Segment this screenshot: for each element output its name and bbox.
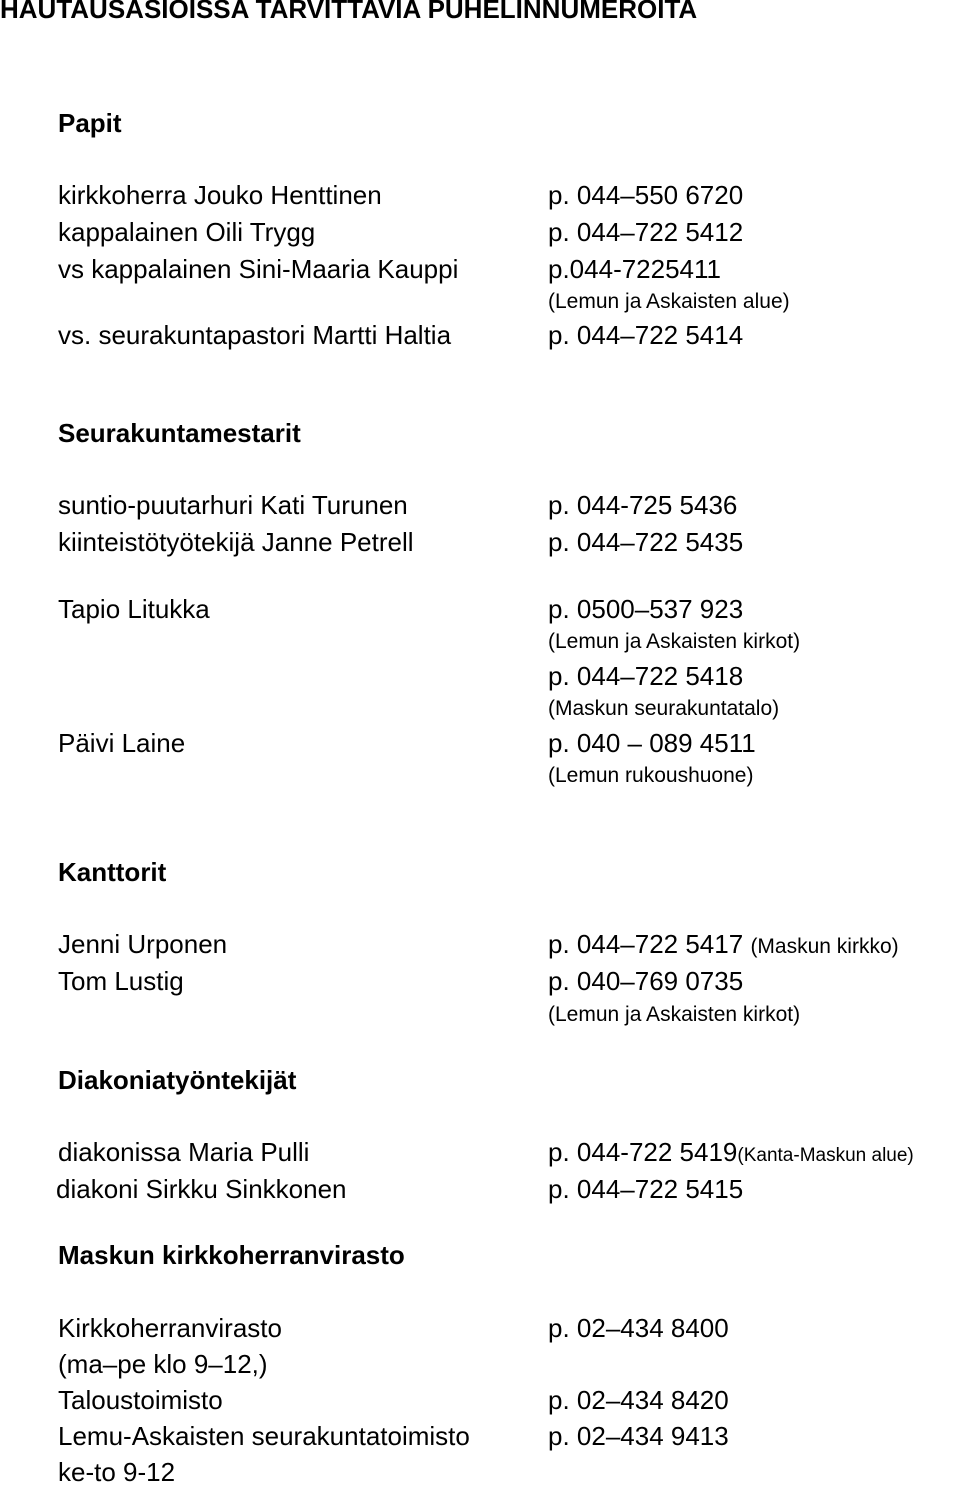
contact-name: Päivi Laine — [58, 728, 186, 758]
contact-phone: p. 040–769 0735 — [548, 966, 744, 996]
contact-name: Jenni Urponen — [58, 929, 228, 959]
office-hours: ke-to 9-12 — [58, 1457, 176, 1487]
contact-phone: p. 044-725 5436 — [548, 490, 738, 520]
phone-number: p. 044-722 5419 — [548, 1137, 738, 1167]
contact-phone: p. 044–722 5435 — [548, 527, 744, 557]
contact-name: kappalainen Oili Trygg — [58, 217, 316, 247]
contact-note: (Maskun kirkko) — [750, 935, 899, 958]
contact-name: vs kappalainen Sini-Maaria Kauppi — [58, 254, 459, 284]
contact-phone: p. 044–722 5418 — [548, 661, 744, 691]
contact-name: vs. seurakuntapastori Martti Haltia — [58, 320, 452, 350]
document-title: HAUTAUSASIOISSA TARVITTAVIA PUHELINNUMEROITA — [0, 0, 698, 24]
contact-phone: p. 044–550 6720 — [548, 180, 744, 210]
contact-name: Taloustoimisto — [58, 1385, 223, 1415]
contact-phone — [548, 929, 899, 960]
contact-phone: p.044-7225411 — [548, 254, 722, 284]
contact-phone: p. 044–722 5415 — [548, 1174, 744, 1204]
contact-name: suntio-puutarhuri Kati Turunen — [58, 490, 408, 520]
contact-phone: p. 02–434 8400 — [548, 1313, 729, 1343]
contact-name: Tapio Litukka — [58, 594, 210, 624]
contact-phone: p. 02–434 8420 — [548, 1385, 729, 1415]
section-heading-kanttorit: Kanttorit — [58, 857, 167, 887]
contact-name: kiinteistötyötekijä Janne Petrell — [58, 527, 414, 557]
contact-name: Kirkkoherranvirasto — [58, 1313, 282, 1343]
contact-name: Lemu-Askaisten seurakuntatoimisto — [58, 1421, 470, 1451]
contact-name: kirkkoherra Jouko Henttinen — [58, 180, 382, 210]
phone-number: p. 044–722 5417 — [548, 929, 744, 959]
contact-note: (Maskun seurakuntatalo) — [548, 697, 780, 720]
contact-phone: p. 044–722 5414 — [548, 320, 744, 350]
contact-note: (Lemun ja Askaisten kirkot) — [548, 630, 801, 653]
contact-note: (Lemun rukoushuone) — [548, 764, 754, 787]
contact-note: (Kanta-Maskun alue) — [737, 1145, 914, 1166]
section-heading-papit: Papit — [58, 108, 122, 138]
office-hours: (ma–pe klo 9–12,) — [58, 1349, 268, 1379]
contact-phone: p. 0500–537 923 — [548, 594, 744, 624]
contact-phone: p. 040 – 089 4511 — [548, 728, 756, 758]
contact-name: Tom Lustig — [58, 966, 184, 996]
contact-phone: p. 02–434 9413 — [548, 1421, 729, 1451]
section-heading-seurakuntamestarit: Seurakuntamestarit — [58, 418, 301, 448]
contact-name: diakonissa Maria Pulli — [58, 1137, 310, 1167]
section-heading-diakonia: Diakoniatyöntekijät — [58, 1065, 297, 1095]
contact-note: (Lemun ja Askaisten kirkot) — [548, 1003, 801, 1026]
contact-name: diakoni Sirkku Sinkkonen — [56, 1174, 347, 1204]
contact-phone — [548, 1137, 914, 1171]
contact-note: (Lemun ja Askaisten alue) — [548, 290, 790, 313]
contact-phone: p. 044–722 5412 — [548, 217, 744, 247]
section-heading-virasto: Maskun kirkkoherranvirasto — [58, 1240, 405, 1270]
